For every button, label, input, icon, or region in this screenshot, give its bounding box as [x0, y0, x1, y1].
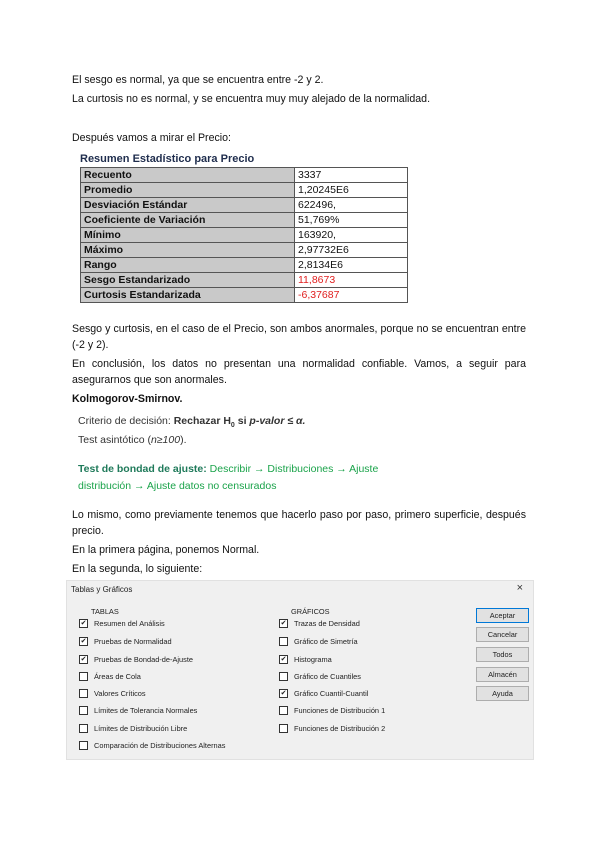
checkbox-box[interactable]: ✔: [280, 690, 287, 697]
checkbox-label: Gráfico Cuantil-Cuantil: [294, 689, 369, 698]
bondad-path1: Describir → Distribuciones → Ajuste: [209, 463, 379, 475]
cancelar-button[interactable]: Cancelar: [476, 627, 529, 642]
criterio-rechazar: Rechazar H: [173, 415, 231, 427]
checkbox-pruebas-normalidad[interactable]: [79, 637, 172, 646]
row-label: Recuento: [81, 168, 295, 183]
checkbox-label: Pruebas de Bondad-de-Ajuste: [94, 655, 194, 664]
checkbox-label: Histograma: [294, 655, 332, 664]
row-label: Coeficiente de Variación: [81, 213, 295, 228]
row-label: Promedio: [81, 183, 295, 198]
graficos-group-label: GRÁFICOS: [291, 607, 330, 616]
checkbox-box[interactable]: [279, 637, 288, 646]
paragraph-segunda: En la segunda, lo siguiente:: [72, 563, 203, 575]
checkbox-box[interactable]: ✔: [80, 620, 87, 627]
checkbox-histograma[interactable]: [279, 655, 332, 664]
checkbox-label: Resumen del Análisis: [94, 619, 165, 628]
table-row: [81, 213, 408, 228]
checkbox-grafico-simetria[interactable]: [279, 637, 358, 646]
paragraph-sesgo-curtosis: Sesgo y curtosis, en el caso de el Precio, son ambos anormales, porque no se encuentran entre (-2 y 2).: [72, 323, 526, 351]
checkbox-box[interactable]: [79, 724, 88, 733]
tablas-group-label: TABLAS: [91, 607, 119, 616]
checkbox-box[interactable]: [79, 672, 88, 681]
paragraph-conclusion: En conclusión, los datos no presentan una normalidad confiable. Vamos, a seguir para asegurarnos que son anormales.: [72, 358, 526, 386]
almacen-button[interactable]: Almacén: [476, 667, 529, 682]
criterio-prefix: Criterio de decisión:: [78, 415, 174, 427]
checkbox-box[interactable]: ✔: [280, 620, 287, 627]
row-label: Máximo: [81, 243, 295, 258]
checkbox-valores-criticos[interactable]: [79, 689, 146, 698]
paragraph-curtosis: La curtosis no es normal, y se encuentra muy muy alejado de la normalidad.: [72, 93, 431, 105]
row-label: Curtosis Estandarizada: [81, 288, 295, 303]
heading-kolmogorov: Kolmogorov-Smirnov.: [72, 393, 183, 405]
stats-table-title: Resumen Estadístico para Precio: [80, 153, 255, 165]
checkbox-label: Gráfico de Simetría: [294, 637, 358, 646]
bondad-path2: distribución → Ajuste datos no censurados: [78, 480, 277, 492]
row-value: 163920,: [295, 228, 408, 243]
checkbox-box[interactable]: ✔: [280, 656, 287, 663]
checkbox-label: Valores Críticos: [94, 689, 146, 698]
table-row: [81, 198, 408, 213]
ayuda-button[interactable]: Ayuda: [476, 686, 529, 701]
checkbox-areas-cola[interactable]: [79, 672, 141, 681]
checkbox-limites-tolerancia[interactable]: [79, 706, 197, 715]
table-row: [81, 168, 408, 183]
bondad-ajuste-line1: [78, 463, 378, 475]
paragraph-lo-mismo: Lo mismo, como previamente tenemos que hacerlo paso por paso, primero superficie, después precio.: [72, 509, 526, 537]
row-value: 3337: [295, 168, 408, 183]
checkbox-resumen-analisis[interactable]: [79, 619, 165, 628]
checkbox-box[interactable]: [279, 672, 288, 681]
paragraph-precio-intro: Después vamos a mirar el Precio:: [72, 132, 231, 144]
table-row: [81, 183, 408, 198]
checkbox-label: Comparación de Distribuciones Alternas: [94, 741, 226, 750]
checkbox-box[interactable]: [279, 724, 288, 733]
criterio-si: si: [234, 415, 250, 427]
checkbox-label: Pruebas de Normalidad: [94, 637, 172, 646]
checkbox-box[interactable]: ✔: [80, 638, 87, 645]
checkbox-pruebas-bondad[interactable]: [79, 655, 193, 664]
row-label: Desviación Estándar: [81, 198, 295, 213]
test-asintotico: [78, 434, 187, 446]
row-label: Mínimo: [81, 228, 295, 243]
checkbox-box[interactable]: [79, 741, 88, 750]
criterio-pvalor: p-valor ≤ α.: [249, 415, 306, 427]
checkbox-box[interactable]: [279, 706, 288, 715]
test-close: ).: [180, 434, 187, 446]
checkbox-cuantil-cuantil[interactable]: [279, 689, 368, 698]
checkbox-limites-distribucion[interactable]: [79, 724, 187, 733]
bondad-label: Test de bondad de ajuste:: [78, 463, 207, 475]
table-row: [81, 288, 408, 303]
stats-table: [80, 167, 408, 303]
checkbox-label: Trazas de Densidad: [294, 619, 360, 628]
test-asint-text: Test asintótico (: [78, 434, 151, 446]
aceptar-button[interactable]: Aceptar: [476, 608, 529, 623]
todos-button[interactable]: Todos: [476, 647, 529, 662]
checkbox-grafico-cuantiles[interactable]: [279, 672, 361, 681]
criterio-decision: [78, 415, 305, 429]
row-value: 51,769%: [295, 213, 408, 228]
close-icon[interactable]: ×: [516, 582, 523, 594]
table-row: [81, 243, 408, 258]
criterio-sub: 0: [230, 422, 235, 430]
checkbox-label: Áreas de Cola: [94, 672, 141, 681]
checkbox-label: Límites de Distribución Libre: [94, 724, 188, 733]
checkbox-box[interactable]: [79, 689, 88, 698]
checkbox-funciones-distribucion-2[interactable]: [279, 724, 385, 733]
row-value: 2,8134E6: [295, 258, 408, 273]
row-value: -6,37687: [295, 288, 408, 303]
table-row: [81, 273, 408, 288]
paragraph-primera-pagina: En la primera página, ponemos Normal.: [72, 544, 260, 556]
row-label: Sesgo Estandarizado: [81, 273, 295, 288]
row-label: Rango: [81, 258, 295, 273]
checkbox-label: Funciones de Distribución 1: [294, 706, 386, 715]
table-row: [81, 258, 408, 273]
dialog-title: Tablas y Gráficos: [71, 585, 133, 594]
paragraph-sesgo: El sesgo es normal, ya que se encuentra entre -2 y 2.: [72, 74, 324, 86]
checkbox-box[interactable]: [79, 706, 88, 715]
row-value: 622496,: [295, 198, 408, 213]
checkbox-label: Gráfico de Cuantiles: [294, 672, 361, 681]
row-value: 2,97732E6: [295, 243, 408, 258]
checkbox-trazas-densidad[interactable]: [279, 619, 360, 628]
checkbox-label: Límites de Tolerancia Normales: [94, 706, 198, 715]
tablas-graficos-dialog: [66, 580, 534, 760]
checkbox-comparacion-distribuciones[interactable]: [79, 741, 225, 750]
checkbox-funciones-distribucion-1[interactable]: [279, 706, 385, 715]
test-n: n≥100: [150, 434, 181, 446]
checkbox-label: Funciones de Distribución 2: [294, 724, 386, 733]
row-value: 1,20245E6: [295, 183, 408, 198]
table-row: [81, 228, 408, 243]
row-value: 11,8673: [295, 273, 408, 288]
checkbox-box[interactable]: ✔: [80, 656, 87, 663]
